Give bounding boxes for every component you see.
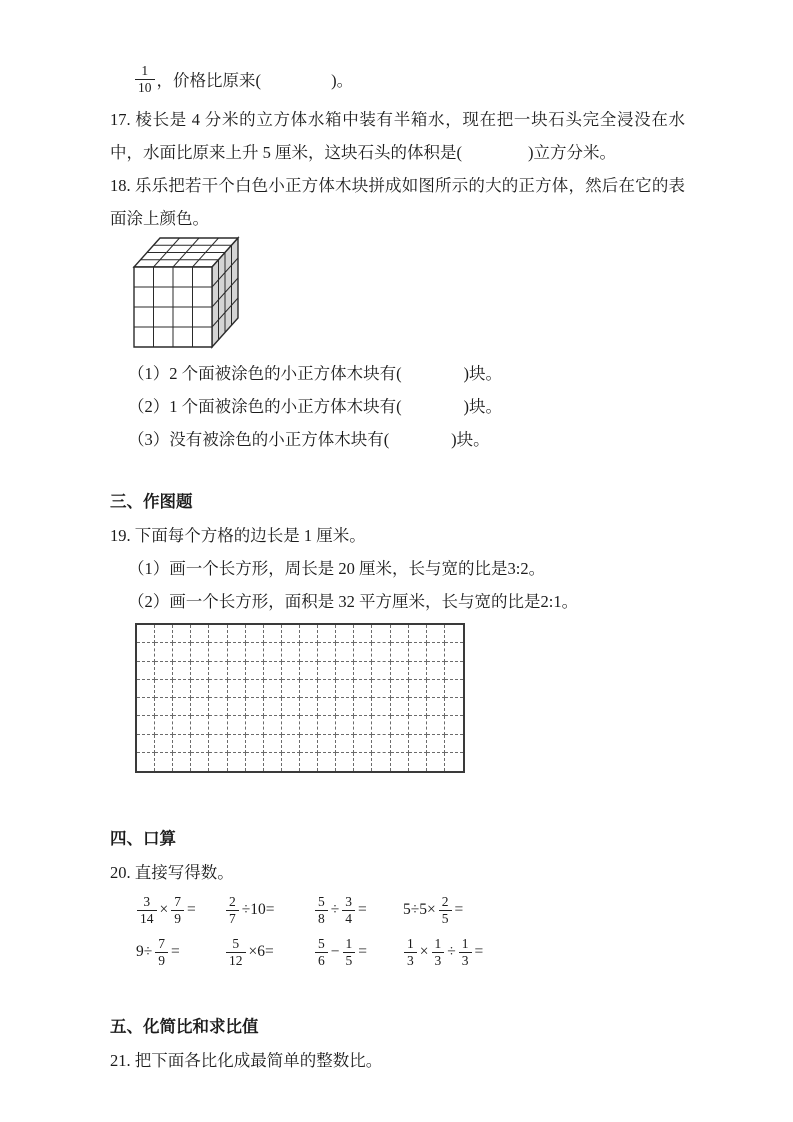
grid-cell — [228, 680, 246, 698]
grid-cell — [137, 625, 155, 643]
math-expression — [402, 936, 484, 968]
grid-cell — [427, 680, 445, 698]
grid-cell — [191, 625, 209, 643]
cube-4x4x4-illustration — [132, 235, 240, 349]
question-19-text: 19. 下面每个方格的边长是 1 厘米。 — [110, 526, 366, 545]
fraction — [343, 936, 356, 968]
section-title-simplify-ratio: 五、化简比和求比值 — [110, 1018, 259, 1036]
grid-cell — [354, 716, 372, 734]
grid-cell — [318, 698, 336, 716]
grid-cell — [354, 753, 372, 771]
fraction-denominator: 12 — [226, 952, 246, 969]
grid-cell — [336, 643, 354, 661]
grid-cell — [409, 643, 427, 661]
grid-cell — [427, 735, 445, 753]
fraction-numerator: 2 — [441, 893, 449, 909]
grid-cell — [228, 643, 246, 661]
grid-cell — [191, 753, 209, 771]
grid-cell — [264, 662, 282, 680]
math-expression — [135, 936, 224, 968]
grid-cell — [228, 698, 246, 716]
grid-cell — [391, 625, 409, 643]
fraction-numerator: 1 — [434, 935, 442, 951]
grid-cell — [300, 662, 318, 680]
grid-cell — [318, 643, 336, 661]
math-operator-text: = — [454, 901, 464, 918]
grid-cell — [173, 662, 191, 680]
grid-cell — [246, 735, 264, 753]
grid-cell — [264, 698, 282, 716]
grid-cell — [155, 716, 173, 734]
fraction-denominator: 5 — [343, 952, 356, 969]
math-expression — [224, 936, 313, 968]
grid-cell — [354, 625, 372, 643]
section-title-oral-math: 四、口算 — [110, 830, 176, 848]
grid-cell — [228, 662, 246, 680]
math-operator-text: = — [474, 943, 484, 960]
fraction — [226, 936, 246, 968]
grid-cell — [445, 735, 463, 753]
grid-cell — [300, 735, 318, 753]
fraction-numerator: 1 — [407, 935, 414, 951]
grid-cell — [354, 680, 372, 698]
grid-cell — [173, 625, 191, 643]
grid-cell — [445, 662, 463, 680]
math-operator-text: 9÷ — [136, 943, 153, 960]
fraction — [226, 894, 239, 926]
fraction — [137, 894, 157, 926]
fraction-numerator: 1 — [461, 935, 469, 951]
fraction-numerator: 7 — [174, 893, 181, 909]
fraction-denominator: 8 — [315, 910, 328, 927]
grid-cell — [264, 643, 282, 661]
grid-cell — [173, 643, 191, 661]
fraction-denominator: 9 — [155, 952, 168, 969]
grid-cell — [209, 716, 227, 734]
fraction-numerator: 7 — [158, 935, 166, 951]
fraction-numerator: 5 — [318, 935, 325, 951]
grid-cell — [445, 716, 463, 734]
grid-cell — [409, 625, 427, 643]
fraction — [404, 936, 417, 968]
q18-subitem-3: （3）没有被涂色的小正方体木块有( )块。 — [128, 430, 490, 449]
fraction — [315, 894, 328, 926]
grid-cell — [246, 662, 264, 680]
grid-cell — [228, 625, 246, 643]
grid-cell — [246, 753, 264, 771]
grid-cell — [282, 680, 300, 698]
q19-subitem-1: （1）画一个长方形，周长是 20 厘米，长与宽的比是3:2。 — [128, 559, 546, 578]
grid-cell — [191, 735, 209, 753]
grid-cell — [137, 643, 155, 661]
fraction-denominator: 5 — [439, 910, 452, 927]
math-operator-text: = — [171, 943, 180, 960]
math-operator-text: × — [159, 901, 169, 918]
fraction-denominator: 3 — [404, 952, 417, 969]
fraction-denominator: 7 — [226, 910, 239, 927]
grid-cell — [391, 643, 409, 661]
grid-cell — [209, 753, 227, 771]
fraction-denominator: 3 — [459, 952, 472, 969]
math-operator-text: ÷10= — [241, 901, 275, 918]
grid-cell — [354, 698, 372, 716]
grid-cell — [155, 735, 173, 753]
grid-cell — [246, 716, 264, 734]
math-operator-text: − — [330, 943, 340, 960]
fraction-numerator: 1 — [345, 935, 353, 951]
grid-cell — [372, 716, 390, 734]
grid-cell — [445, 698, 463, 716]
fraction-numerator: 5 — [318, 893, 325, 909]
question-18-text: 18. 乐乐把若干个白色小正方体木块拼成如图所示的大的正方体，然后在它的表面涂上颜色。 — [110, 176, 685, 228]
fraction-denominator: 3 — [432, 952, 445, 969]
grid-cell — [336, 662, 354, 680]
grid-cell — [409, 680, 427, 698]
grid-cell — [372, 625, 390, 643]
grid-cell — [209, 735, 227, 753]
grid-cell — [282, 698, 300, 716]
grid-cell — [445, 680, 463, 698]
question-17-text: 17. 棱长是 4 分米的立方体水箱中装有半箱水，现在把一块石头完全浸没在水中，水面比原来上升 5 厘米，这块石头的体积是( )立方分米。 — [110, 110, 685, 162]
q16-fragment-line — [133, 55, 685, 103]
grid-cell — [228, 735, 246, 753]
grid-cell — [336, 716, 354, 734]
grid-cell — [191, 662, 209, 680]
grid-cell — [445, 753, 463, 771]
grid-cell — [336, 625, 354, 643]
grid-cell — [336, 735, 354, 753]
math-expression — [402, 894, 464, 926]
grid-cell — [191, 716, 209, 734]
q18-subitem-2: （2）1 个面被涂色的小正方体木块有( )块。 — [128, 397, 502, 416]
grid-cell — [427, 753, 445, 771]
grid-cell — [300, 753, 318, 771]
grid-cell — [173, 680, 191, 698]
grid-cell — [445, 625, 463, 643]
grid-cell — [155, 662, 173, 680]
grid-cell — [209, 662, 227, 680]
fraction-denominator: 6 — [315, 952, 328, 969]
grid-cell — [228, 753, 246, 771]
grid-cell — [209, 680, 227, 698]
grid-cell — [209, 643, 227, 661]
grid-cell — [409, 753, 427, 771]
grid-cell — [391, 716, 409, 734]
grid-cell — [409, 716, 427, 734]
grid-cell — [264, 625, 282, 643]
grid-cell — [318, 625, 336, 643]
grid-cell — [282, 662, 300, 680]
grid-cell — [372, 735, 390, 753]
q19-subitem-2: （2）画一个长方形，面积是 32 平方厘米，长与宽的比是2:1。 — [128, 592, 579, 611]
grid-cell — [427, 643, 445, 661]
math-operator-text: = — [358, 943, 367, 960]
fraction-numerator: 1 — [141, 62, 149, 78]
grid-cell — [427, 662, 445, 680]
fraction — [439, 894, 452, 926]
grid-cell — [409, 698, 427, 716]
grid-cell — [155, 680, 173, 698]
fraction — [432, 936, 445, 968]
q18-subitem-1: （1）2 个面被涂色的小正方体木块有( )块。 — [128, 364, 502, 383]
math-expression — [135, 894, 224, 926]
math-operator-text: 5÷5× — [403, 901, 436, 918]
grid-cell — [264, 753, 282, 771]
fraction-numerator: 5 — [232, 935, 240, 951]
grid-cell — [318, 753, 336, 771]
math-row — [135, 889, 685, 931]
grid-cell — [282, 643, 300, 661]
grid-cell — [137, 680, 155, 698]
fraction-denominator: 9 — [171, 910, 184, 927]
grid-cell — [336, 753, 354, 771]
grid-cell — [427, 625, 445, 643]
grid-cell — [391, 753, 409, 771]
math-expression — [224, 894, 313, 926]
grid-cell — [155, 753, 173, 771]
math-expression — [313, 894, 402, 926]
question-20-text: 20. 直接写得数。 — [110, 863, 234, 882]
grid-cell — [372, 680, 390, 698]
math-operator-text: ÷ — [330, 901, 340, 918]
drawing-grid — [135, 623, 465, 773]
grid-cell — [191, 643, 209, 661]
fraction-numerator: 3 — [143, 893, 151, 909]
grid-cell — [300, 680, 318, 698]
fraction — [315, 936, 328, 968]
grid-cell — [173, 698, 191, 716]
grid-cell — [391, 698, 409, 716]
fraction-denominator: 14 — [137, 910, 157, 927]
grid-cell — [209, 698, 227, 716]
fraction — [155, 936, 168, 968]
grid-cell — [336, 698, 354, 716]
grid-cell — [173, 716, 191, 734]
grid-cell — [300, 643, 318, 661]
grid-cell — [427, 716, 445, 734]
grid-cell — [318, 735, 336, 753]
grid-cell — [282, 753, 300, 771]
grid-cell — [137, 662, 155, 680]
grid-cell — [354, 735, 372, 753]
grid-cell — [372, 662, 390, 680]
grid-cell — [173, 735, 191, 753]
oral-math-rows — [135, 889, 685, 973]
fraction-denominator: 4 — [342, 910, 355, 927]
grid-cell — [391, 735, 409, 753]
fraction — [342, 894, 355, 926]
grid-cell — [246, 680, 264, 698]
grid-cell — [427, 698, 445, 716]
grid-cell — [137, 698, 155, 716]
fraction-numerator: 2 — [229, 893, 236, 909]
grid-cell — [155, 698, 173, 716]
grid-cell — [264, 680, 282, 698]
grid-cell — [372, 753, 390, 771]
grid-cell — [209, 625, 227, 643]
math-operator-text: = — [187, 901, 196, 918]
grid-cell — [300, 625, 318, 643]
grid-cell — [354, 643, 372, 661]
grid-cell — [318, 680, 336, 698]
grid-cell — [282, 716, 300, 734]
grid-cell — [137, 753, 155, 771]
grid-cell — [391, 680, 409, 698]
fraction-denominator: 10 — [135, 79, 155, 96]
math-operator-text: = — [358, 901, 367, 918]
math-operator-text: × — [419, 943, 429, 960]
grid-cell — [336, 680, 354, 698]
grid-cell — [191, 698, 209, 716]
grid-cell — [445, 643, 463, 661]
grid-cell — [300, 698, 318, 716]
q16-fragment-text: ，价格比原来( )。 — [156, 71, 354, 90]
grid-cell — [264, 716, 282, 734]
grid-cell — [246, 625, 264, 643]
grid-cell — [409, 662, 427, 680]
grid-cell — [318, 662, 336, 680]
math-operator-text: ÷ — [447, 943, 456, 960]
grid-cell — [372, 643, 390, 661]
grid-cell — [391, 662, 409, 680]
grid-cell — [409, 735, 427, 753]
grid-cell — [137, 716, 155, 734]
grid-cell — [155, 625, 173, 643]
grid-cell — [137, 735, 155, 753]
grid-cell — [246, 698, 264, 716]
cube-figure — [132, 235, 685, 349]
grid-cell — [228, 716, 246, 734]
fraction-1-10 — [135, 63, 155, 95]
fraction — [459, 936, 472, 968]
grid-cell — [282, 625, 300, 643]
fraction — [171, 894, 184, 926]
math-row — [135, 931, 685, 973]
math-operator-text: ×6= — [248, 943, 274, 960]
math-expression — [313, 936, 402, 968]
grid-cell — [318, 716, 336, 734]
grid-cell — [282, 735, 300, 753]
grid-cell — [191, 680, 209, 698]
fraction-numerator: 3 — [345, 893, 353, 909]
grid-cell — [354, 662, 372, 680]
grid-cell — [173, 753, 191, 771]
section-title-drawing: 三、作图题 — [110, 493, 193, 511]
grid-cell — [155, 643, 173, 661]
grid-cell — [246, 643, 264, 661]
grid-cell — [300, 716, 318, 734]
question-21-text: 21. 把下面各比化成最简单的整数比。 — [110, 1051, 383, 1070]
grid-cell — [372, 698, 390, 716]
question-18-subitems — [110, 357, 685, 456]
grid-cell — [264, 735, 282, 753]
